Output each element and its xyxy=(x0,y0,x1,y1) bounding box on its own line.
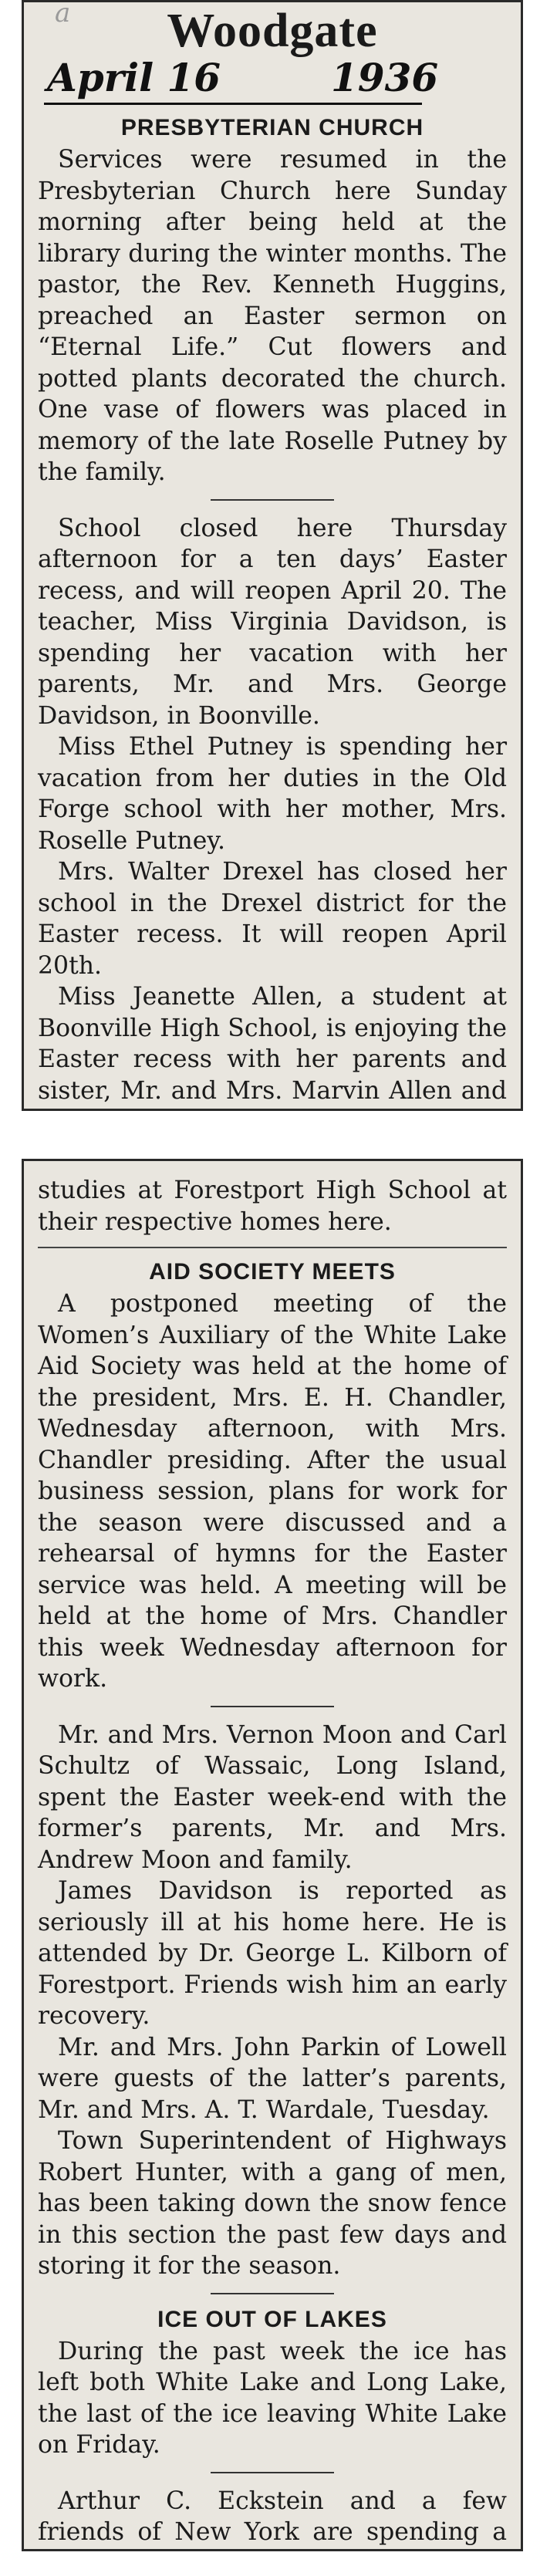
section-title-aid-society: AID SOCIETY MEETS xyxy=(149,1259,396,1285)
paragraph-aid-society: A postponed meeting of the Women’s Auxiliary of the White Lake Aid Society was held at the home of the president, Mrs. E. H. Chandler, Wednesday afternoon, with Mrs. Chandler presiding. After the usual business session, plans for work for the season were discussed and a rehearsal of hymns for the Easter service was held. A meeting will be held at the home of Mrs. Chandler this week Wednesday afternoon for work. xyxy=(38,1290,507,1693)
paragraph-forestport-studies: studies at Forestport High School at their respective homes here. xyxy=(38,1177,507,1236)
faint-pencil-mark: a xyxy=(55,0,71,29)
paragraph-ice-out: During the past week the ice has left both White Lake and Long Lake, the last of the ice leaving White Lake on Friday. xyxy=(38,2337,507,2459)
paragraph-john-parkin: Mr. and Mrs. John Parkin of Lowell were guests of the latter’s parents, Mr. and Mrs. A. T. Wardale, Tuesday. xyxy=(38,2033,507,2124)
divider-rule xyxy=(211,2472,334,2473)
paragraph-robert-hunter: Town Superintendent of Highways Robert Hunter, with a gang of men, has been taking down the snow fence in this section the past few days and storing it for the season. xyxy=(38,2127,507,2280)
divider-rule xyxy=(38,1247,507,1248)
handwritten-year: 1936 xyxy=(331,55,439,100)
paragraph-church-services: Services were resumed in the Presbyterian Church here Sunday morning after being held at the library during the winter months. The pastor, the Rev. Kenneth Huggins, preached an Easter sermon on “Eternal Life.” Cut flowers and potted plants decorated the church. One vase of flowers was placed in memory of the late Roselle Putney by the family. xyxy=(38,146,507,486)
paragraph-ethel-putney: Miss Ethel Putney is spending her vacation from her duties in the Old Forge school with her mother, Mrs. Roselle Putney. xyxy=(38,733,507,855)
handwritten-date: April 16 xyxy=(47,55,221,100)
clipping-part-1 xyxy=(22,0,523,1111)
section-title-presbyterian-church: PRESBYTERIAN CHURCH xyxy=(120,115,424,140)
divider-rule xyxy=(211,499,334,501)
divider-rule xyxy=(211,2293,334,2294)
paragraph-jeanette-allen: Miss Jeanette Allen, a student at Boonville High School, is enjoying the Easter recess with her parents and sister, Mr. and Mrs. Marvin Allen and xyxy=(38,983,507,1105)
paragraph-walter-drexel: Mrs. Walter Drexel has closed her school in the Drexel district for the Easter recess. It will reopen April 20th. xyxy=(38,858,507,980)
paragraph-james-davidson: James Davidson is reported as seriously ill at his home here. He is attended by Dr. George L. Kilborn of Forestport. Friends wish him an early recovery. xyxy=(38,1877,507,2030)
clipping-part-2 xyxy=(22,1159,523,2551)
paragraph-vernon-moon: Mr. and Mrs. Vernon Moon and Carl Schultz of Wassaic, Long Island, spent the Easter week-end with the former’s parents, Mr. and Mrs. Andrew Moon and family. xyxy=(38,1720,507,1874)
handwritten-date-line xyxy=(38,55,507,110)
divider-rule xyxy=(211,1706,334,1707)
handwritten-underline xyxy=(44,103,422,105)
masthead: Woodgate xyxy=(167,5,378,57)
paragraph-arthur-eckstein: Arthur C. Eckstein and a few friends of New York are spending a xyxy=(38,2487,507,2546)
section-title-ice-out: ICE OUT OF LAKES xyxy=(157,2306,387,2332)
paragraph-school-closed: School closed here Thursday afternoon for a ten days’ Easter recess, and will reopen April 20. The teacher, Miss Virginia Davidson, is spending her vacation with her parents, Mr. and Mrs. George Davidson, in Boonville. xyxy=(38,514,507,730)
